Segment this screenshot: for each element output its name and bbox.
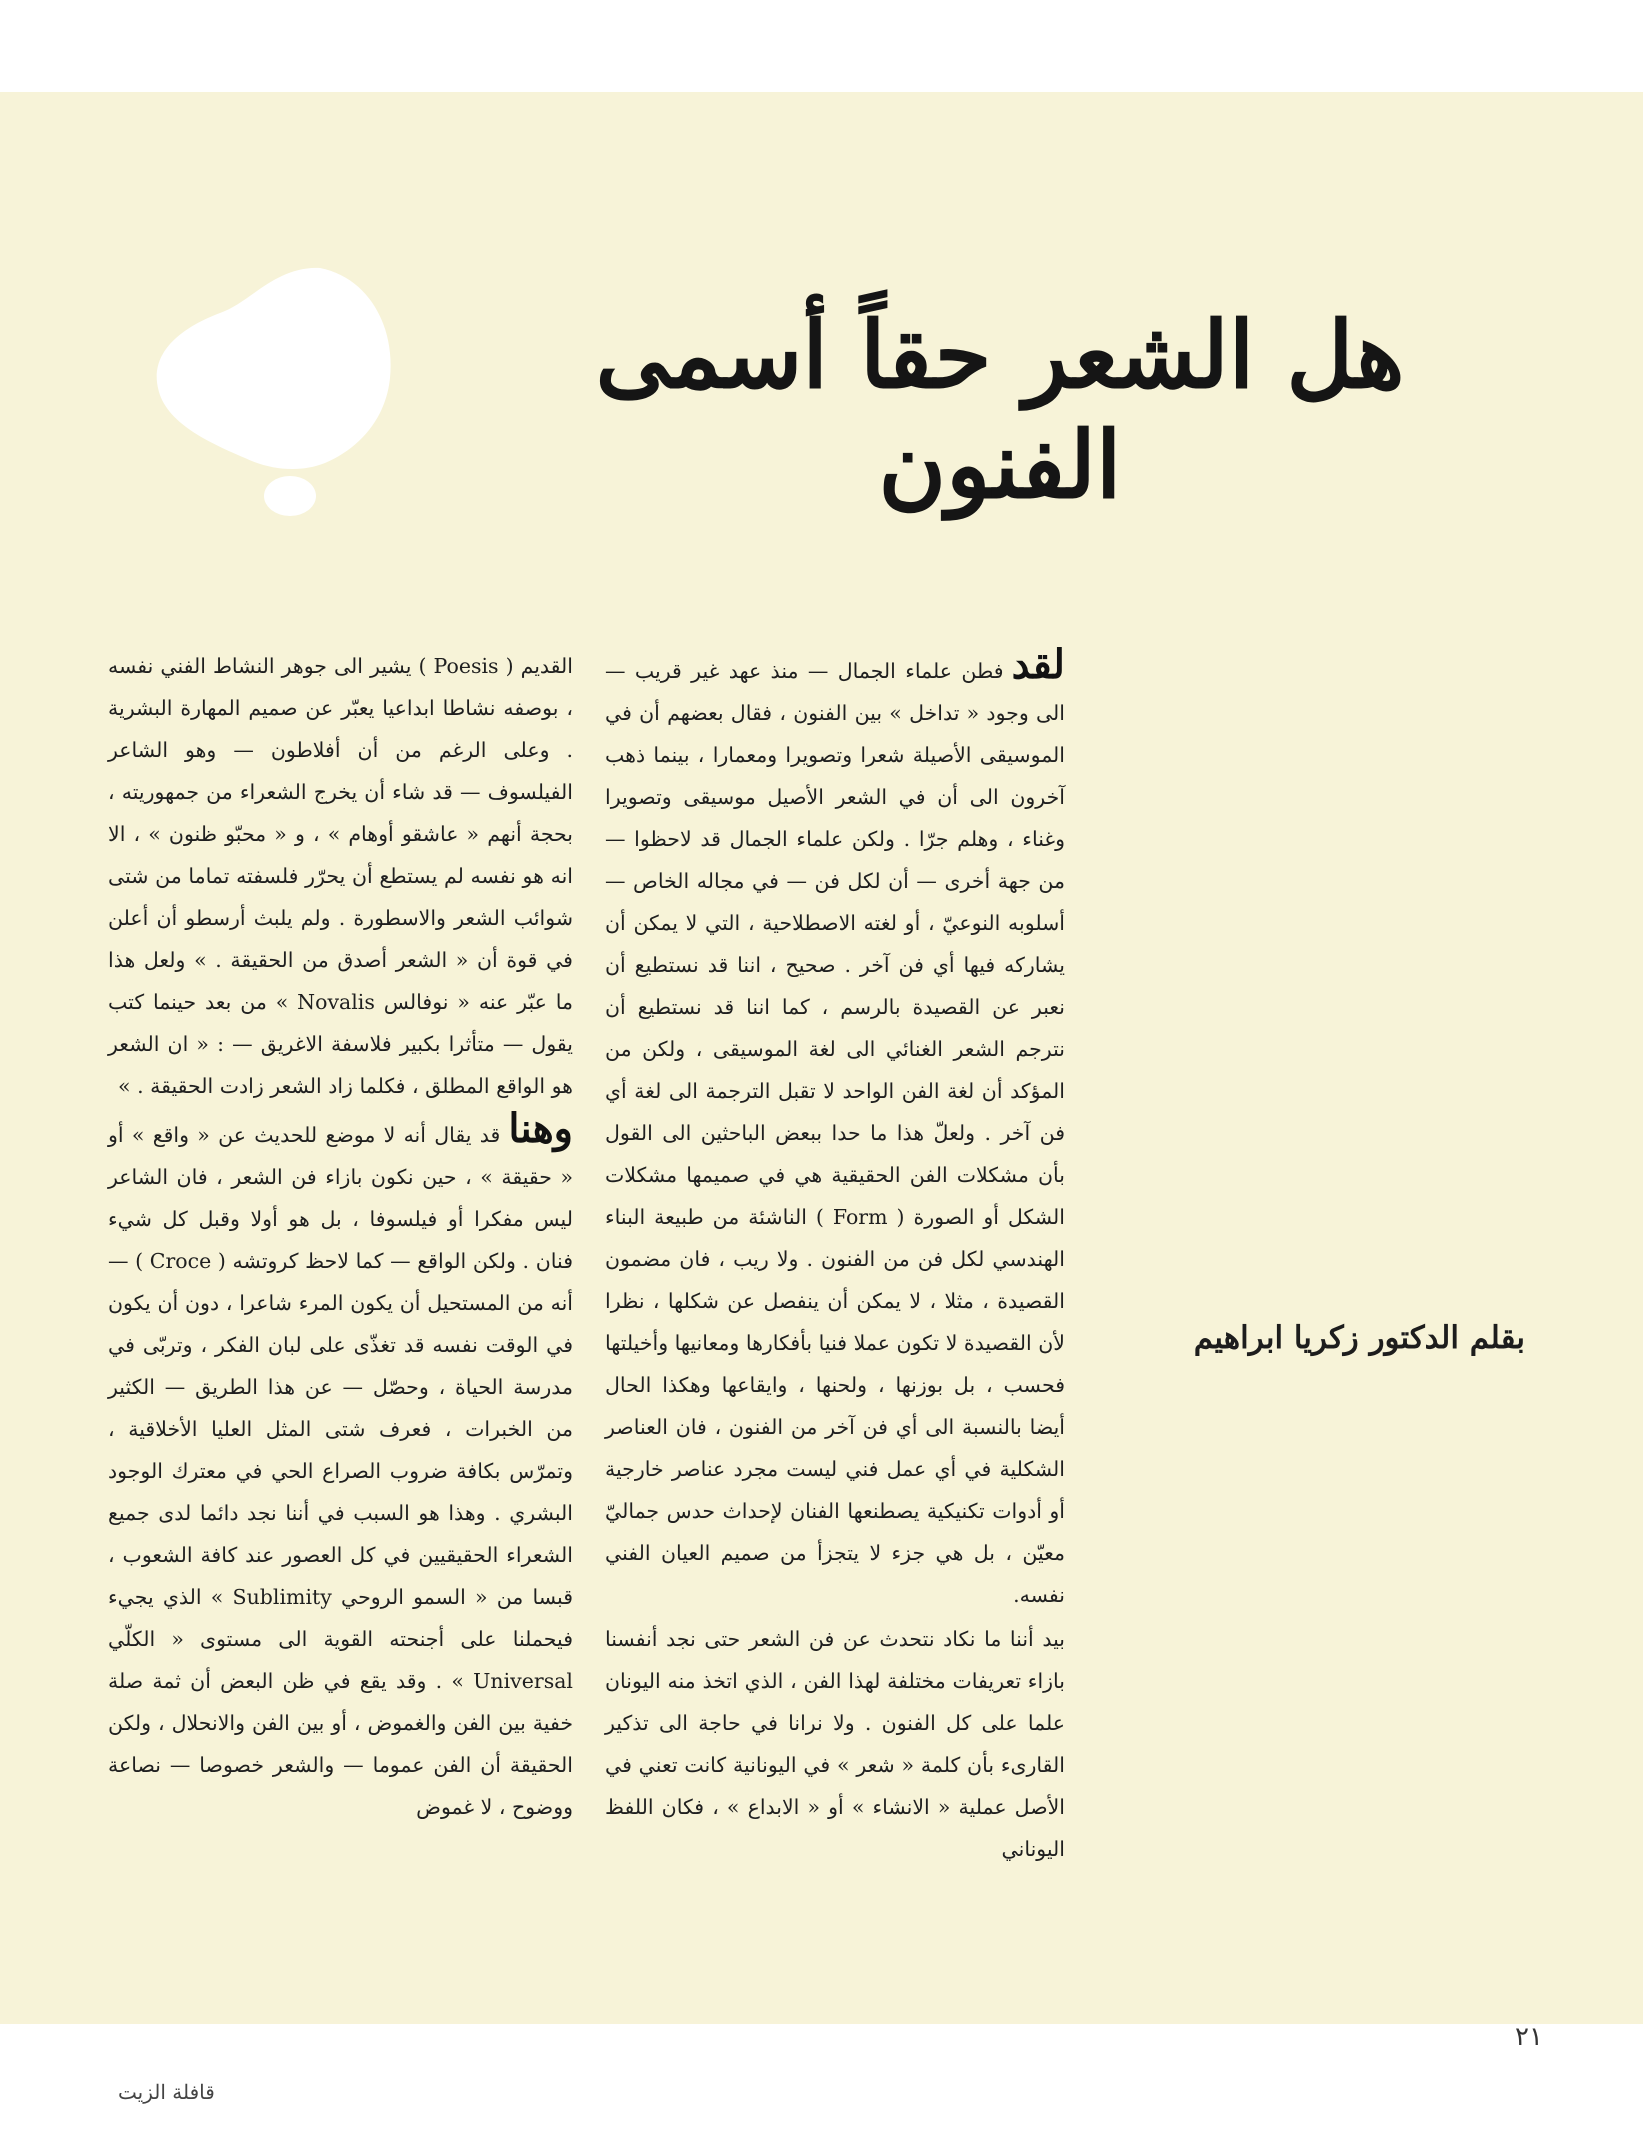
page-number: ٢١ [1515,2022,1543,2052]
author-byline: بقلم الدكتور زكريا ابراهيم [1193,1320,1525,1356]
paragraph: بيد أننا ما نكاد نتحدث عن فن الشعر حتى نجد أنفسنا بازاء تعريفات مختلفة لهذا الفن ، الذي اتخذ منه اليونان علما على كل الفنون . ولا نرانا في حاجة الى تذكير القارىء بأن كلمة « شعر » في اليونانية كانت تعني في الأصل عملية « الانشاء » أو « الابداع » ، فكان اللفظ اليوناني [605,1627,1065,1861]
paragraph: القديم ( Poesis ) يشير الى جوهر النشاط الفني نفسه ، بوصفه نشاطا ابداعيا يعبّر عن صميم المهارة البشرية . وعلى الرغم من أن أفلاطون — وهو الشاعر الفيلسوف — قد شاء أن يخرج الشعراء من جمهوريته ، بحجة أنهم « عاشقو أوهام » ، و « محبّو ظنون » ، الا انه هو نفسه لم يستطع أن يحرّر فلسفته تماما من شتى شوائب الشعر والاسطورة . ولم يلبث أرسطو أن أعلن في قوة أن « الشعر أصدق من الحقيقة . » ولعل هذا ما عبّر عنه « نوفالس Novalis » من بعد حينما كتب يقول — متأثرا بكبير فلاسفة الاغريق — : « ان الشعر هو الواقع المطلق ، فكلما زاد الشعر زادت الحقيقة . » [108,654,573,1098]
drop-word: لقد [1011,641,1065,688]
paragraph-text: قد يقال أنه لا موضع للحديث عن « واقع » أو « حقيقة » ، حين نكون بازاء فن الشعر ، فان الشاعر ليس مفكرا أو فيلسوفا ، بل هو أولا وقبل كل شيء فنان . ولكن الواقع — كما لاحظ كروتشه ( Croce ) — أنه من المستحيل أن يكون المرء شاعرا ، دون أن يكون في الوقت نفسه قد تغذّى على لبان الفكر ، وتربّى في مدرسة الحياة ، وحصّل — عن هذا الطريق — الكثير من الخبرات ، فعرف شتى المثل العليا الأخلاقية ، وتمرّس بكافة ضروب الصراع الحي في معترك الوجود البشري . وهذا هو السبب في أننا نجد دائما لدى جميع الشعراء الحقيقيين في كل العصور عند كافة الشعوب ، قبسا من « السمو الروحي Sublimity » الذي يجيء فيحملنا على أجنحته القوية الى مستوى « الكلّي Universal » . وقد يقع في ظن البعض أن ثمة صلة خفية بين الفن والغموض ، أو بين الفن والانحلال ، ولكن الحقيقة أن الفن عموما — والشعر خصوصا — نصاعة ووضوح ، لا غموض [108,1123,574,1819]
decorative-blob [150,258,400,518]
article-column-right [605,641,1065,2015]
paragraph [108,1105,574,1828]
article-column-left [108,645,573,2015]
magazine-name: قافلة الزيت [118,2080,215,2104]
article-title: هل الشعر حقاً أسمى الفنون [595,301,1405,520]
drop-word: وهنا [508,1105,573,1152]
paragraph-text: فطن علماء الجمال — منذ عهد غير قريب — الى وجود « تداخل » بين الفنون ، فقال بعضهم أن في الموسيقى الأصيلة شعرا وتصويرا ومعمارا ، بينما ذهب آخرون الى أن في الشعر الأصيل موسيقى وتصويرا وغناء ، وهلم جرّا . ولكن علماء الجمال قد لاحظوا — من جهة أخرى — أن لكل فن — في مجاله الخاص — أسلوبه النوعيّ ، أو لغته الاصطلاحية ، التي لا يمكن أن يشاركه فيها أي فن آخر . صحيح ، اننا قد نستطيع أن نعبر عن القصيدة بالرسم ، كما اننا قد نستطيع أن نترجم الشعر الغنائي الى لغة الموسيقى ، ولكن من المؤكد أن لغة الفن الواحد لا تقبل الترجمة الى لغة أي فن آخر . ولعلّ هذا ما حدا ببعض الباحثين الى القول بأن مشكلات الفن الحقيقية هي في صميمها مشكلات الشكل أو الصورة ( Form ) الناشئة من طبيعة البناء الهندسي لكل فن من الفنون . ولا ريب ، فان مضمون القصيدة ، مثلا ، لا يمكن أن ينفصل عن شكلها ، نظرا لأن القصيدة لا تكون عملا فنيا بأفكارها ومعانيها وأخيلتها فحسب ، بل بوزنها ، ولحنها ، وايقاعها وهكذا الحال أيضا بالنسبة الى أي فن آخر من الفنون ، فان العناصر الشكلية في أي عمل فني ليست مجرد عناصر خارجية أو أدوات تكنيكية يصطنعها الفنان لإحداث حدس جماليّ معيّن ، بل هي جزء لا يتجزأ من صميم العيان الفني نفسه. [605,659,1065,1607]
paragraph [605,641,1065,1616]
